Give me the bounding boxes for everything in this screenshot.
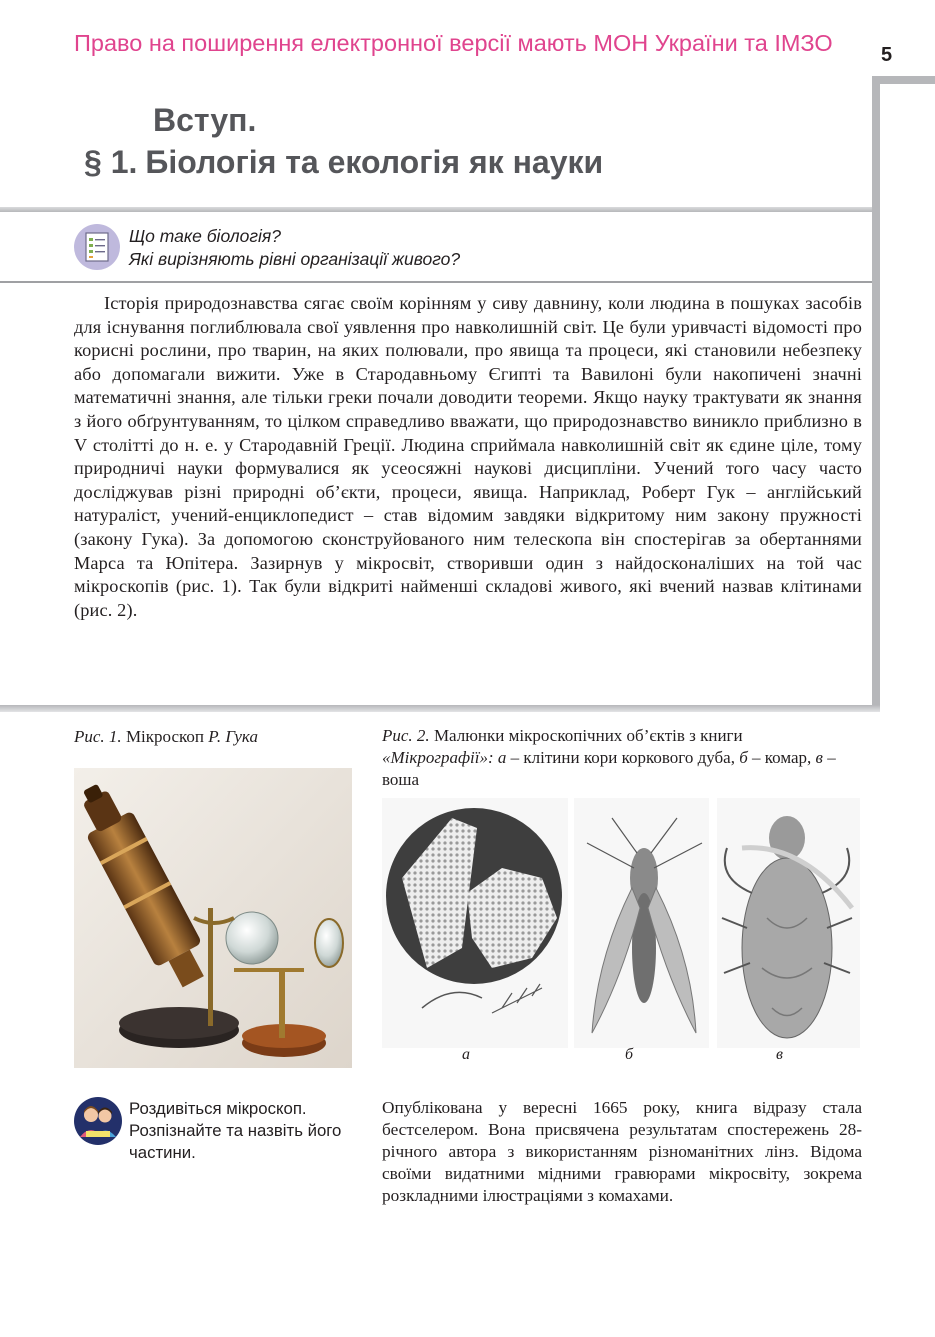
students-icon [74,1097,122,1145]
divider [0,281,872,283]
panel-label: в [776,1046,783,1063]
figure-label: Рис. 2. [382,726,430,745]
section-title-text: Біологія та екологія як науки [145,144,604,180]
rights-notice: Право на поширення електронної версії мають МОН України та ІМЗО [74,30,833,56]
caption-text: – комар, [752,748,812,767]
task-text: Роздивіться мікроскоп. Розпізнайте та назвіть його частини. [129,1099,342,1162]
question: Які вирізняють рівні організації живого? [129,249,461,269]
book-title: «Мікрографії»: [382,748,494,767]
caption-text: Мікроскоп [125,727,204,746]
chapter-title: Вступ. [153,102,257,138]
caption-name: Р. Гука [208,727,258,746]
microscope-photo [74,768,352,1068]
divider [0,705,880,712]
caption-text: – воша [382,748,836,789]
body-paragraph: Історія природознавства сягає своїм корінням у сиву давнину, коли людина в пошуках засобів для існування поглиблювала свої уявлення про навколишній світ. Це були уривчасті відомості про корисні рослини, про тварин, на яких полювали, про явища та процеси, які становили небезпеку або допомагали вижити. Уже в Стародавньому Єгипті та Вавилоні були накопичені значні математичні знання, але тільки греки почали доводити теореми. Якщо науку трактувати як знання з його обґрунтуванням, то цілком справедливо вважати, що природознавство виникло приблизно в V столітті до н. е. у Стародавній Греції. Людина сприймала навколишній світ як єдине ціле, тому природничі науки формувалися як усеосяжні наукові дисципліни. Учений того часу часто досліджував різні природні об’єкти, процеси, явища. Наприклад, Роберт Гук – англійський натураліст, учений-енциклопедист – став відомим завдяки відкритому ним закону пружності (закону Гука). За допомогою сконструйованого ним телескопа він спостерігав за обертаннями Марса та Юпітера. Зазирнув у мікросвіт, створивши один з найдосконаліших на той час мікроскопів (рис. 1). Так були відкриті найменші складові живого, які вчений назвав клітинами (рис. 2). [74,293,862,620]
figure-2-caption [382,725,852,791]
section-number: § 1. [84,144,138,180]
panel-label: а [462,1046,470,1063]
panel-letter: б [739,748,748,767]
panel-letter: в [815,748,823,767]
panel-label: б [625,1046,634,1063]
side-bar-vertical [872,76,880,712]
panel-letter: а [497,748,507,767]
micrographia-plate [382,798,860,1048]
section-title [84,144,603,181]
figure-note: Опублікована у вересні 1665 року, книга відразу стала бестселером. Вона присвячена результатам спостережень 28-річного автора з використанням різноманітних лінз. Відома своїми видатними мідними гравюрами мікросвіту, зокрема розкладними ілюстраціями з комахами. [382,1098,862,1205]
checklist-icon [74,224,120,270]
side-bar-top [872,76,935,84]
caption-text: – клітини кори коркового дуба, [510,748,735,767]
page-number: 5 [881,44,893,66]
question: Що таке біологія? [129,226,281,246]
figure-1-caption [74,727,258,747]
figure-label: Рис. 1. [74,727,122,746]
caption-text: Малюнки мікроскопічних об’єктів з книги [433,726,743,745]
intro-questions [129,225,460,271]
